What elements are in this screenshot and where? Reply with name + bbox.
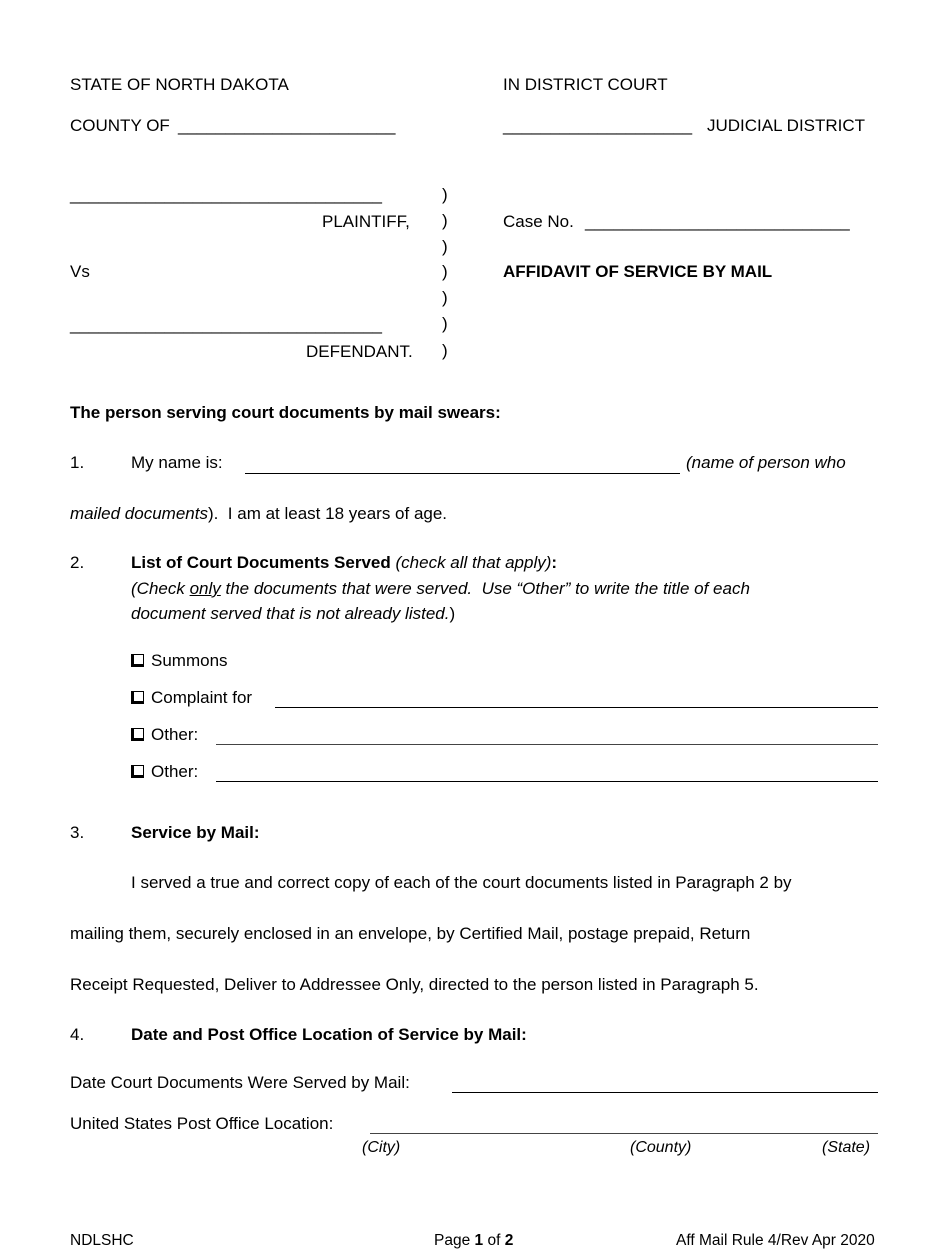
- paragraph-3-number: 3.: [70, 823, 85, 842]
- caption-paren: ): [442, 314, 448, 333]
- date-served-input-rule[interactable]: [452, 1092, 878, 1093]
- instruction-line2: document served that is not already listed.: [131, 604, 450, 623]
- post-office-location-input-rule[interactable]: [370, 1133, 878, 1134]
- date-served-label: Date Court Documents Were Served by Mail:: [70, 1073, 410, 1092]
- paragraph-2-heading-hint: (check all that apply): [395, 553, 552, 572]
- plaintiff-label: PLAINTIFF,: [322, 212, 410, 231]
- checkbox-label: Complaint for: [151, 688, 253, 707]
- checkbox-row-other-1[interactable]: [131, 724, 198, 745]
- paragraph-1-continuation-rest: ). I am at least 18 years of age.: [207, 504, 448, 523]
- paragraph-1-lead: My name is:: [131, 453, 223, 472]
- vs-label: Vs: [70, 262, 90, 281]
- form-title: AFFIDAVIT OF SERVICE BY MAIL: [503, 262, 773, 281]
- paragraph-2-number: 2.: [70, 553, 85, 572]
- paragraph-1-hint: (name of person who: [686, 453, 846, 472]
- county-label: COUNTY OF: [70, 116, 175, 135]
- defendant-label: DEFENDANT.: [306, 342, 413, 361]
- checkbox-icon[interactable]: [131, 765, 144, 778]
- checkbox-row-complaint-for[interactable]: [131, 687, 252, 708]
- checkbox-label: Other:: [151, 762, 199, 781]
- post-office-location-label: United States Post Office Location:: [70, 1114, 334, 1133]
- caption-paren: ): [442, 341, 448, 360]
- paragraph-3-body-line-2: mailing them, securely enclosed in an envelope, by Certified Mail, postage prepaid, Return: [70, 924, 751, 943]
- caption-paren: ): [442, 288, 448, 307]
- intro-statement: The person serving court documents by mail swears:: [70, 403, 501, 422]
- paragraph-1-continuation: [70, 503, 447, 524]
- my-name-input-rule[interactable]: [245, 473, 680, 474]
- checkbox-label: Other:: [151, 725, 199, 744]
- judicial-district-label: JUDICIAL DISTRICT: [707, 116, 866, 135]
- sub-label-state: (State): [822, 1139, 871, 1156]
- paragraph-2-heading-colon: :: [551, 553, 558, 572]
- footer-page-mid: of: [483, 1232, 505, 1249]
- state-line: STATE OF NORTH DAKOTA: [70, 75, 289, 94]
- caption-paren: ): [442, 185, 448, 204]
- footer-page-indicator: [434, 1232, 513, 1250]
- footer-page-prefix: Page: [434, 1232, 475, 1249]
- checkbox-icon[interactable]: [131, 691, 144, 704]
- checkbox-label: Summons: [151, 651, 228, 670]
- footer-page-number: 1: [474, 1232, 484, 1249]
- paragraph-2-heading-row: [131, 552, 557, 573]
- plaintiff-name-blank-field[interactable]: _________________________________: [70, 185, 383, 204]
- instruction-close: ): [449, 604, 456, 623]
- judicial-district-blank-field[interactable]: ____________________: [503, 116, 693, 135]
- case-no-label: Case No.: [503, 212, 579, 231]
- footer-left: NDLSHC: [70, 1232, 134, 1249]
- footer-page-total: 2: [504, 1232, 514, 1249]
- paragraph-2-instruction-line-1: [131, 578, 750, 599]
- checkbox-icon[interactable]: [131, 654, 144, 667]
- other-1-input-rule[interactable]: [216, 744, 878, 745]
- caption-paren: ): [442, 262, 448, 281]
- footer-right: Aff Mail Rule 4/Rev Apr 2020: [676, 1232, 875, 1249]
- paragraph-3-heading: Service by Mail:: [131, 823, 260, 842]
- paragraph-2-heading: List of Court Documents Served: [131, 553, 391, 572]
- other-2-input-rule[interactable]: [216, 781, 878, 782]
- complaint-for-input-rule[interactable]: [275, 707, 878, 708]
- checkbox-row-summons[interactable]: [131, 650, 228, 671]
- county-blank-field[interactable]: _______________________: [178, 116, 396, 135]
- sub-label-county: (County): [630, 1139, 692, 1156]
- sub-label-city: (City): [362, 1139, 401, 1156]
- case-no-blank-field[interactable]: ____________________________: [585, 212, 850, 231]
- paragraph-1-continuation-italic: mailed documents: [70, 504, 208, 523]
- checkbox-row-other-2[interactable]: [131, 761, 198, 782]
- checkbox-icon[interactable]: [131, 728, 144, 741]
- caption-paren: ): [442, 211, 448, 230]
- instruction-mid: the documents that were served. Use “Other” to write the title of each: [220, 579, 750, 598]
- paragraph-3-body-line-1: I served a true and correct copy of each of the court documents listed in Paragraph 2 by: [131, 873, 792, 892]
- instruction-pre: (Check: [131, 579, 190, 598]
- paragraph-3-body-line-3: Receipt Requested, Deliver to Addressee Only, directed to the person listed in Paragraph 5.: [70, 975, 759, 994]
- caption-paren: ): [442, 237, 448, 256]
- paragraph-1-number: 1.: [70, 453, 85, 472]
- paragraph-2-instruction-line-2: [131, 603, 455, 624]
- defendant-name-blank-field[interactable]: _________________________________: [70, 315, 383, 334]
- instruction-only-emphasis: only: [189, 579, 221, 598]
- paragraph-4-number: 4.: [70, 1025, 85, 1044]
- paragraph-4-heading: Date and Post Office Location of Service by Mail:: [131, 1025, 527, 1044]
- court-line: IN DISTRICT COURT: [503, 75, 668, 94]
